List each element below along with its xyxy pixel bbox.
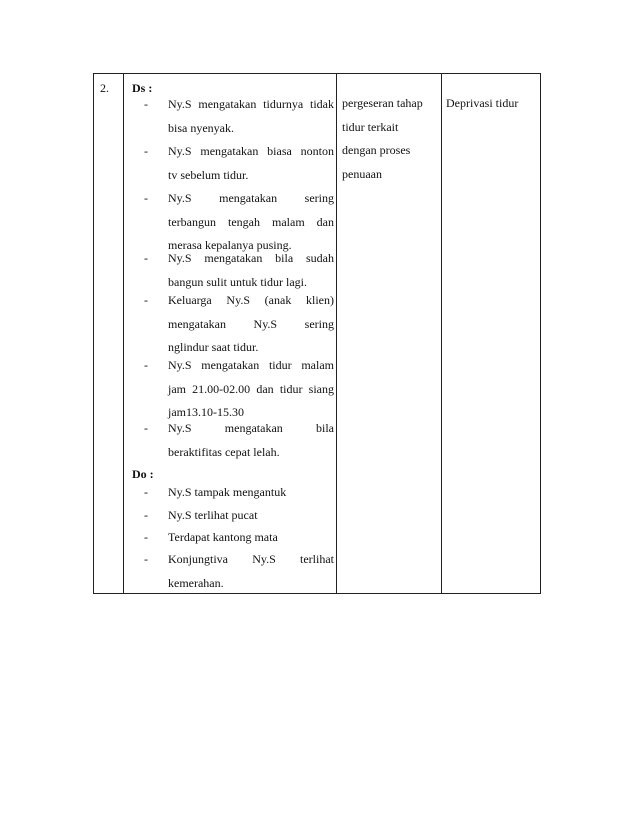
- ds-item-line: Ny.S mengatakan tidur malam: [168, 358, 334, 372]
- row-number: 2.: [100, 81, 109, 95]
- do-item-line: Ny.S tampak mengantuk: [168, 485, 287, 499]
- ds-item: [144, 140, 334, 187]
- bullet-dash: -: [144, 97, 148, 111]
- ds-item: [144, 289, 334, 360]
- etiology-line: dengan proses: [342, 143, 411, 157]
- do-item: [144, 481, 334, 505]
- bullet-dash: -: [144, 530, 148, 544]
- ds-item-line: Ny.S mengatakan bila sudah: [168, 251, 334, 265]
- bullet-dash: -: [144, 191, 148, 205]
- ds-item: [144, 93, 334, 140]
- bullet-dash: -: [144, 508, 148, 522]
- bullet-dash: -: [144, 485, 148, 499]
- column-divider-2: [336, 74, 337, 593]
- ds-item-line: Ny.S mengatakan bila: [168, 421, 334, 435]
- do-item-line: Ny.S terlihat pucat: [168, 508, 258, 522]
- ds-item-line: merasa kepalanya pusing.: [168, 238, 292, 252]
- do-item: [144, 526, 334, 550]
- ds-item: [144, 354, 334, 425]
- bullet-dash: -: [144, 552, 148, 566]
- ds-item-line: beraktifitas cepat lelah.: [168, 444, 280, 459]
- ds-item-line: tv sebelum tidur.: [168, 167, 249, 182]
- etiology-line: tidur terkait: [342, 119, 399, 134]
- etiology-line: penuaan: [342, 166, 382, 181]
- problem-cell: Deprivasi tidur: [446, 96, 519, 110]
- bullet-dash: -: [144, 293, 148, 307]
- ds-label: Ds :: [132, 81, 153, 95]
- ds-item-line: Ny.S mengatakan tidurnya tidak: [168, 97, 334, 111]
- ds-item-line: mengatakan Ny.S sering: [168, 316, 334, 331]
- do-item: [144, 548, 334, 595]
- column-divider-1: [123, 74, 124, 593]
- bullet-dash: -: [144, 144, 148, 158]
- etiology-line: pergeseran tahap: [342, 96, 423, 110]
- etiology-cell: [342, 92, 442, 186]
- nursing-data-table: [93, 73, 541, 594]
- ds-item-line: bangun sulit untuk tidur lagi.: [168, 274, 307, 289]
- do-label: Do :: [132, 467, 154, 481]
- do-item-line: Terdapat kantong mata: [168, 530, 278, 544]
- ds-item: [144, 417, 334, 464]
- do-item-line: kemerahan.: [168, 575, 224, 590]
- ds-item: [144, 247, 334, 294]
- bullet-dash: -: [144, 251, 148, 265]
- ds-item-line: jam 21.00-02.00 dan tidur siang: [168, 381, 334, 396]
- do-item: [144, 504, 334, 528]
- ds-item-line: bisa nyenyak.: [168, 120, 234, 135]
- ds-item-line: Ny.S mengatakan biasa nonton: [168, 144, 334, 158]
- ds-item-line: terbangun tengah malam dan: [168, 214, 334, 229]
- ds-item-line: Keluarga Ny.S (anak klien): [168, 293, 334, 307]
- ds-item-line: nglindur saat tidur.: [168, 340, 259, 354]
- ds-item-line: jam13.10-15.30: [168, 405, 244, 419]
- ds-item-line: Ny.S mengatakan sering: [168, 191, 334, 205]
- do-item-line: Konjungtiva Ny.S terlihat: [168, 552, 334, 566]
- bullet-dash: -: [144, 421, 148, 435]
- bullet-dash: -: [144, 358, 148, 372]
